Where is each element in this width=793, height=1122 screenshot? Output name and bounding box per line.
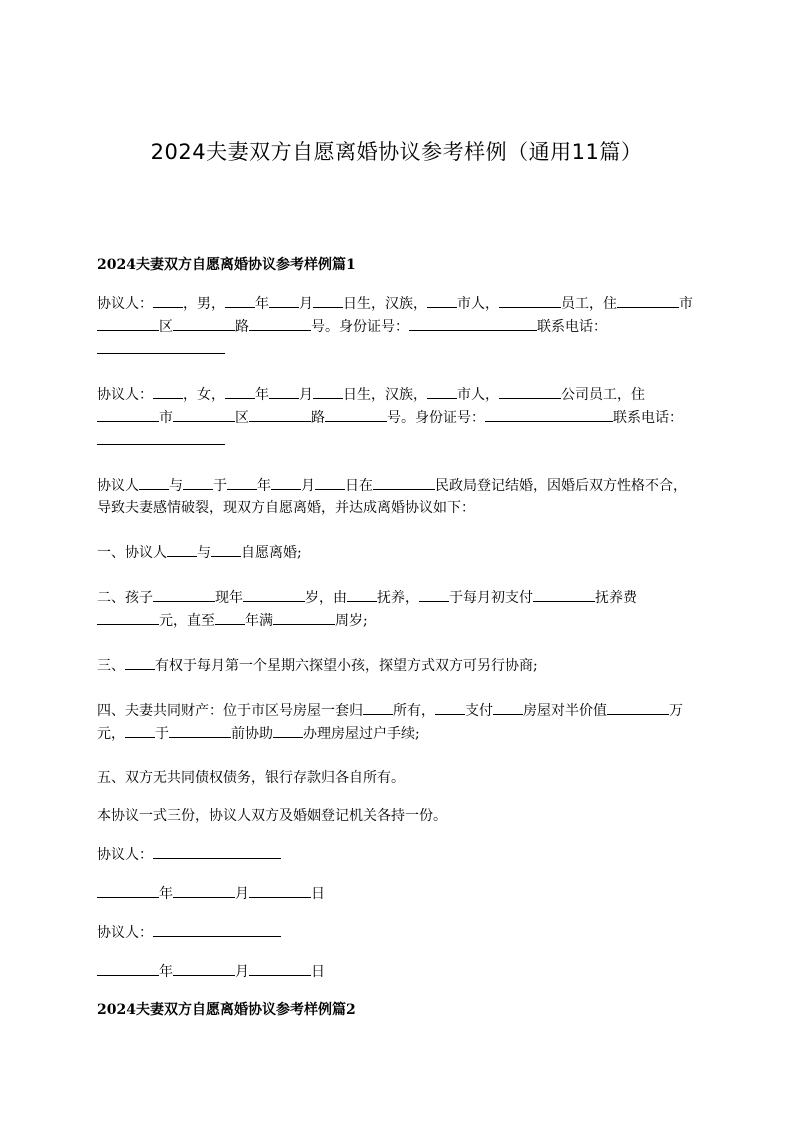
blank-field <box>493 699 523 715</box>
blank-field <box>325 406 387 422</box>
blank-field <box>215 609 245 625</box>
text: 月 <box>235 964 249 980</box>
copies-statement: 本协议一式三份，协议人双方及婚姻登记机关各持一份。 <box>97 808 447 824</box>
blank-field <box>607 699 669 715</box>
text: 与 <box>197 545 211 561</box>
text: 月 <box>301 478 315 494</box>
text: 日生，汉族， <box>343 387 427 403</box>
text: 年满 <box>245 613 273 629</box>
text: 抚养， <box>377 590 419 606</box>
text: 年 <box>159 964 173 980</box>
blank-field <box>125 654 155 670</box>
blank-field <box>167 541 197 557</box>
signature-label: 协议人： <box>97 925 153 941</box>
text: 前协助 <box>231 726 273 742</box>
blank-field <box>363 699 393 715</box>
text: 联系电话： <box>613 410 683 426</box>
blank-field <box>97 338 225 354</box>
text: 日生，汉族， <box>343 296 427 312</box>
text: 年 <box>255 296 269 312</box>
blank-field <box>499 292 561 308</box>
blank-field <box>427 292 457 308</box>
blank-field <box>269 292 299 308</box>
blank-field <box>269 383 299 399</box>
signature-line-2 <box>97 921 697 944</box>
blank-field <box>225 292 255 308</box>
text: 支付 <box>465 703 493 719</box>
blank-field <box>227 474 257 490</box>
text: 员工，住 <box>561 296 617 312</box>
text: 抚养费 <box>595 590 637 606</box>
section-heading-2: 2024夫妻双方自愿离婚协议参考样例篇2 <box>97 1002 356 1018</box>
text: 所有， <box>393 703 435 719</box>
text: 三、 <box>97 658 125 674</box>
text: 市 <box>159 410 173 426</box>
blank-field <box>273 722 303 738</box>
signature-label: 协议人： <box>97 847 153 863</box>
blank-field <box>153 586 215 602</box>
blank-field <box>249 315 311 331</box>
party1-paragraph <box>97 292 697 361</box>
date-line-1 <box>97 882 697 905</box>
blank-field <box>249 882 311 898</box>
marriage-paragraph <box>97 474 697 519</box>
text: 日在 <box>345 478 373 494</box>
text: 办理房屋过户手续; <box>303 726 420 742</box>
text: 民政局登记结婚，因婚后双方性格不合，导致夫妻感情破裂，现双方自愿离婚，并达成离婚协议如下： <box>97 478 687 516</box>
blank-field <box>169 722 231 738</box>
page-title: 2024夫妻双方自愿离婚协议参考样例（通用11篇） <box>150 140 643 164</box>
blank-field <box>97 315 159 331</box>
text: 区 <box>159 319 173 335</box>
text: 区 <box>235 410 249 426</box>
text: 于每月初支付 <box>449 590 533 606</box>
text: ，女， <box>183 387 225 403</box>
blank-field <box>249 960 311 976</box>
text: 与 <box>169 478 183 494</box>
text: 日 <box>311 964 325 980</box>
text: 年 <box>257 478 271 494</box>
text: 号。身份证号： <box>311 319 409 335</box>
blank-field <box>315 474 345 490</box>
text: 于 <box>155 726 169 742</box>
text: 现年 <box>215 590 243 606</box>
text: 联系电话： <box>537 319 607 335</box>
text: ，男， <box>183 296 225 312</box>
item-1 <box>97 541 697 564</box>
blank-field <box>173 315 235 331</box>
blank-field <box>435 699 465 715</box>
text: 市人， <box>457 296 499 312</box>
text: 市人， <box>457 387 499 403</box>
signature-blank <box>153 843 281 859</box>
blank-field <box>313 383 343 399</box>
text: 自愿离婚; <box>241 545 302 561</box>
text: 市 <box>679 296 693 312</box>
blank-field <box>419 586 449 602</box>
text: 月 <box>299 296 313 312</box>
text: 二、孩子 <box>97 590 153 606</box>
blank-field <box>409 315 537 331</box>
item-2 <box>97 586 697 632</box>
text: 协议人： <box>97 387 153 403</box>
item-4 <box>97 699 697 745</box>
blank-field <box>211 541 241 557</box>
blank-field <box>97 429 225 445</box>
date-line-2 <box>97 960 697 983</box>
blank-field <box>617 292 679 308</box>
blank-field <box>153 383 183 399</box>
blank-field <box>427 383 457 399</box>
text: 月 <box>235 886 249 902</box>
blank-field <box>183 474 213 490</box>
text: 路 <box>235 319 249 335</box>
blank-field <box>347 586 377 602</box>
text: 公司员工，住 <box>561 387 645 403</box>
blank-field <box>273 609 335 625</box>
text: 周岁; <box>335 613 368 629</box>
text: 年 <box>255 387 269 403</box>
blank-field <box>153 292 183 308</box>
text: 年 <box>159 886 173 902</box>
signature-line-1 <box>97 843 697 866</box>
text: 万元， <box>97 703 683 742</box>
text: 路 <box>311 410 325 426</box>
text: 协议人： <box>97 296 153 312</box>
blank-field <box>271 474 301 490</box>
blank-field <box>173 882 235 898</box>
text: 一、协议人 <box>97 545 167 561</box>
blank-field <box>125 722 155 738</box>
section-heading-1: 2024夫妻双方自愿离婚协议参考样例篇1 <box>97 257 356 273</box>
blank-field <box>249 406 311 422</box>
text: 号。身份证号： <box>387 410 485 426</box>
document-body <box>97 254 697 1021</box>
text: 房屋对半价值 <box>523 703 607 719</box>
blank-field <box>173 406 235 422</box>
text: 元，直至 <box>159 613 215 629</box>
text: 协议人 <box>97 478 139 494</box>
signature-blank <box>153 921 281 937</box>
text: 有权于每月第一个星期六探望小孩，探望方式双方可另行协商; <box>155 658 538 674</box>
text: 四、夫妻共同财产：位于市区号房屋一套归 <box>97 703 363 719</box>
party2-paragraph <box>97 383 697 452</box>
blank-field <box>139 474 169 490</box>
blank-field <box>243 586 305 602</box>
blank-field <box>533 586 595 602</box>
blank-field <box>173 960 235 976</box>
blank-field <box>485 406 613 422</box>
blank-field <box>225 383 255 399</box>
blank-field <box>97 406 159 422</box>
item-5: 五、双方无共同债权债务，银行存款归各自所有。 <box>97 770 405 786</box>
blank-field <box>97 609 159 625</box>
text: 日 <box>311 886 325 902</box>
item-3 <box>97 654 697 677</box>
blank-field <box>97 882 159 898</box>
blank-field <box>499 383 561 399</box>
blank-field <box>97 960 159 976</box>
blank-field <box>313 292 343 308</box>
text: 月 <box>299 387 313 403</box>
blank-field <box>373 474 435 490</box>
text: 于 <box>213 478 227 494</box>
text: 岁，由 <box>305 590 347 606</box>
